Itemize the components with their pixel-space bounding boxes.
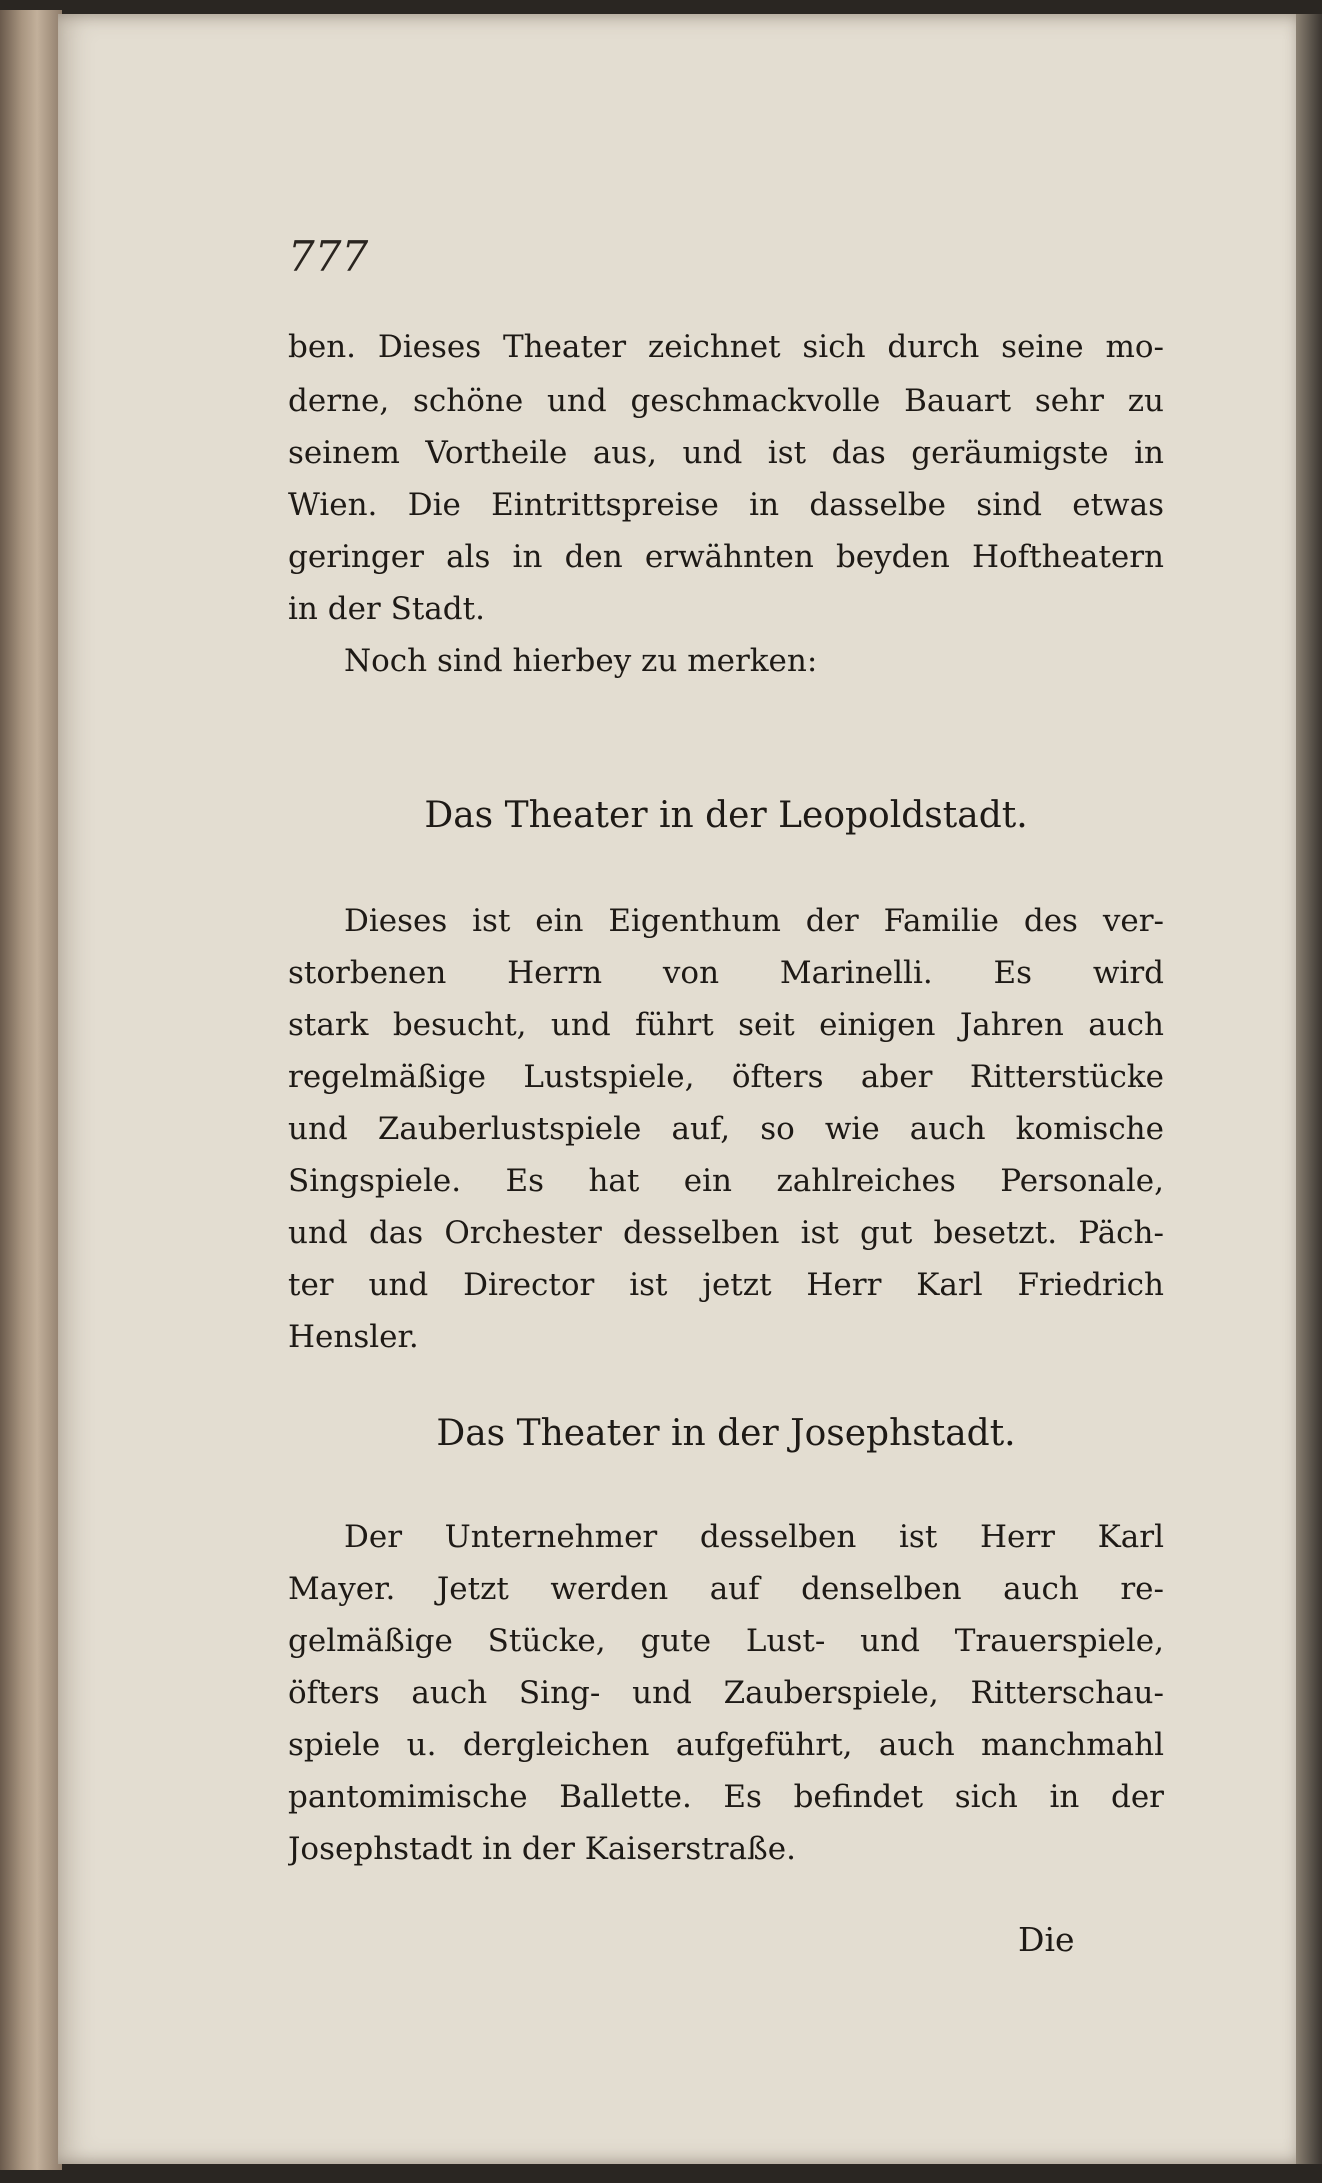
text-line: geringer als in den erwähnten beyden Hoftheatern	[288, 539, 1164, 575]
text-line: spiele u. dergleichen aufgeführt, auch manchmahl	[288, 1727, 1164, 1763]
note-line: Noch sind hierbey zu merken:	[344, 643, 818, 679]
text-line: derne, schöne und geschmackvolle Bauart sehr zu	[288, 383, 1164, 419]
text-line: regelmäßige Lustspiele, öfters aber Ritterstücke	[288, 1059, 1164, 1095]
page-right-edge	[1296, 14, 1322, 2164]
section-heading-josephstadt: Das Theater in der Josephstadt.	[436, 1413, 1016, 1454]
text-line: Singspiele. Es hat ein zahlreiches Personale,	[288, 1163, 1164, 1199]
text-line: gelmäßige Stücke, gute Lust- und Trauerspiele,	[288, 1623, 1164, 1659]
text-line: Dieses ist ein Eigenthum der Familie des ver-	[344, 903, 1164, 939]
page-number: 777	[288, 232, 369, 281]
text-line: Der Unternehmer desselben ist Herr Karl	[344, 1519, 1164, 1555]
text-line: ter und Director ist jetzt Herr Karl Friedrich	[288, 1267, 1164, 1303]
book-spine-edge	[0, 10, 62, 2170]
text-line: in der Stadt.	[288, 591, 485, 627]
text-line: Hensler.	[288, 1319, 419, 1355]
section-heading-leopoldstadt: Das Theater in der Leopoldstadt.	[424, 795, 1028, 836]
text-line: Josephstadt in der Kaiserstraße.	[288, 1831, 796, 1867]
text-line: storbenen Herrn von Marinelli. Es wird	[288, 955, 1164, 991]
text-line: seinem Vortheile aus, und ist das geräumigste in	[288, 435, 1164, 471]
catchword: Die	[1018, 1920, 1075, 1959]
text-line: ben. Dieses Theater zeichnet sich durch seine mo-	[288, 329, 1164, 365]
text-line: Wien. Die Eintrittspreise in dasselbe sind etwas	[288, 487, 1164, 523]
text-line: und das Orchester desselben ist gut besetzt. Päch-	[288, 1215, 1164, 1251]
text-line: und Zauberlustspiele auf, so wie auch komische	[288, 1111, 1164, 1147]
text-line: stark besucht, und führt seit einigen Jahren auch	[288, 1007, 1164, 1043]
text-line: pantomimische Ballette. Es befindet sich in der	[288, 1779, 1164, 1815]
text-line: Mayer. Jetzt werden auf denselben auch re-	[288, 1571, 1164, 1607]
text-line: öfters auch Sing- und Zauberspiele, Ritterschau-	[288, 1675, 1164, 1711]
